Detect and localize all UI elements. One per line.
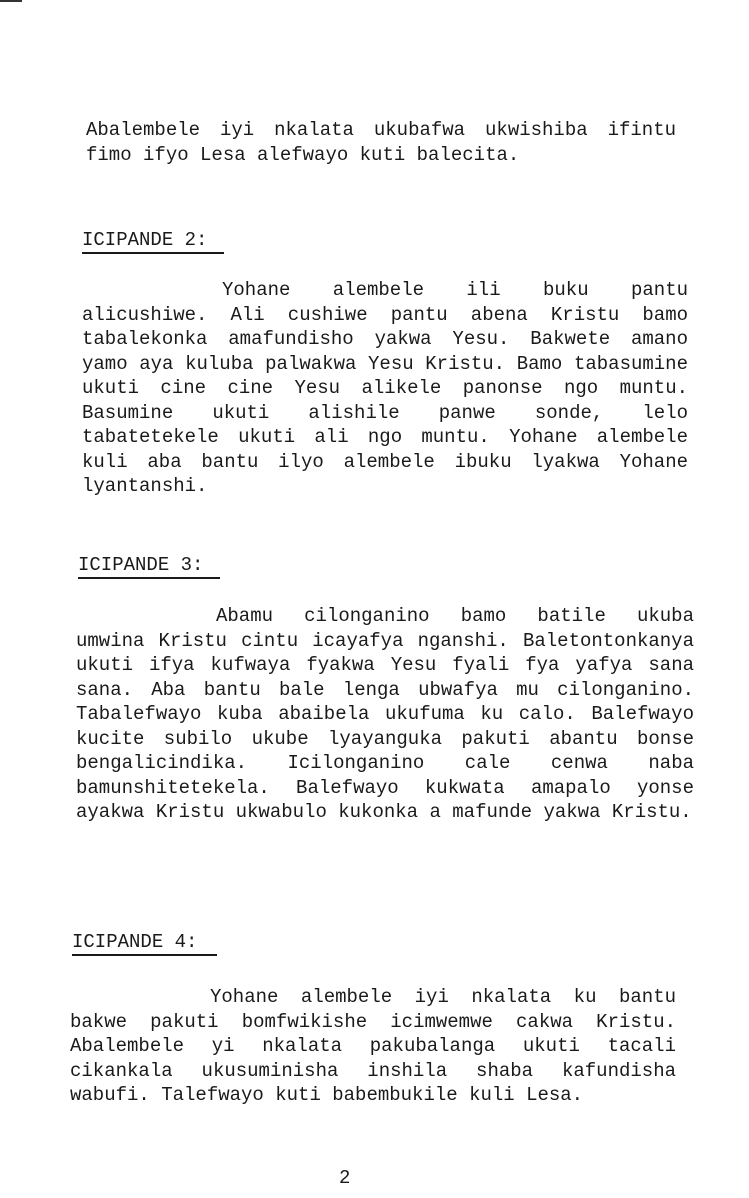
section-4-heading: ICIPANDE 4: [72, 931, 198, 953]
section-3-heading-underline [78, 577, 220, 579]
section-3-heading: ICIPANDE 3: [78, 554, 204, 576]
section-4-body: Yohane alembele iyi nkalata ku bantu bakwe pakuti bomfwikishe icimwemwe cakwa Kristu. Abalembele yi nkalata pakubalanga ukuti tacali cikankala ukusuminisha inshila shaba kafundisha wabufi. Talefwayo kuti babembukile kuli Lesa. [70, 986, 676, 1106]
section-2-heading-underline [82, 252, 224, 254]
section-2-heading: ICIPANDE 2: [82, 229, 208, 251]
section-2-body: Yohane alembele ili buku pantu alicushiwe. Ali cushiwe pantu abena Kristu bamo tabalekonka amafundisho yakwa Yesu. Bakwete amano yamo aya kuluba palwakwa Yesu Kristu. Bamo tabasumine ukuti cine cine Yesu alikele panonse ngo muntu. Basumine ukuti alishile panwe sonde, lelo tabatetekele ukuti ali ngo muntu. Yohane alembele kuli aba bantu ilyo alembele ibuku lyakwa Yohane lyantanshi. [82, 279, 688, 497]
intro-paragraph: Abalembele iyi nkalata ukubafwa ukwishiba ifintu fimo ifyo Lesa alefwayo kuti balecita. [86, 119, 676, 166]
section-3-body: Abamu cilonganino bamo batile ukuba umwina Kristu cintu icayafya nganshi. Baletontonkanya ukuti ifya kufwaya fyakwa Yesu fyali fya yafya sana sana. Aba bantu bale lenga ubwafya mu cilonganino. Tabalefwayo kuba abaibela ukufuma ku calo. Balefwayo kucite subilo ukube lyayanguka pakuti abantu bonse bengalicindika. Icilonganino cale cenwa naba bamunshitetekela. Balefwayo kukwata amapalo yonse ayakwa Kristu ukwabulo kukonka a mafunde yakwa Kristu. [76, 605, 694, 823]
page-number: 2 [339, 1167, 351, 1189]
scan-corner-mark [0, 0, 22, 2]
section-4-heading-underline [72, 954, 217, 956]
